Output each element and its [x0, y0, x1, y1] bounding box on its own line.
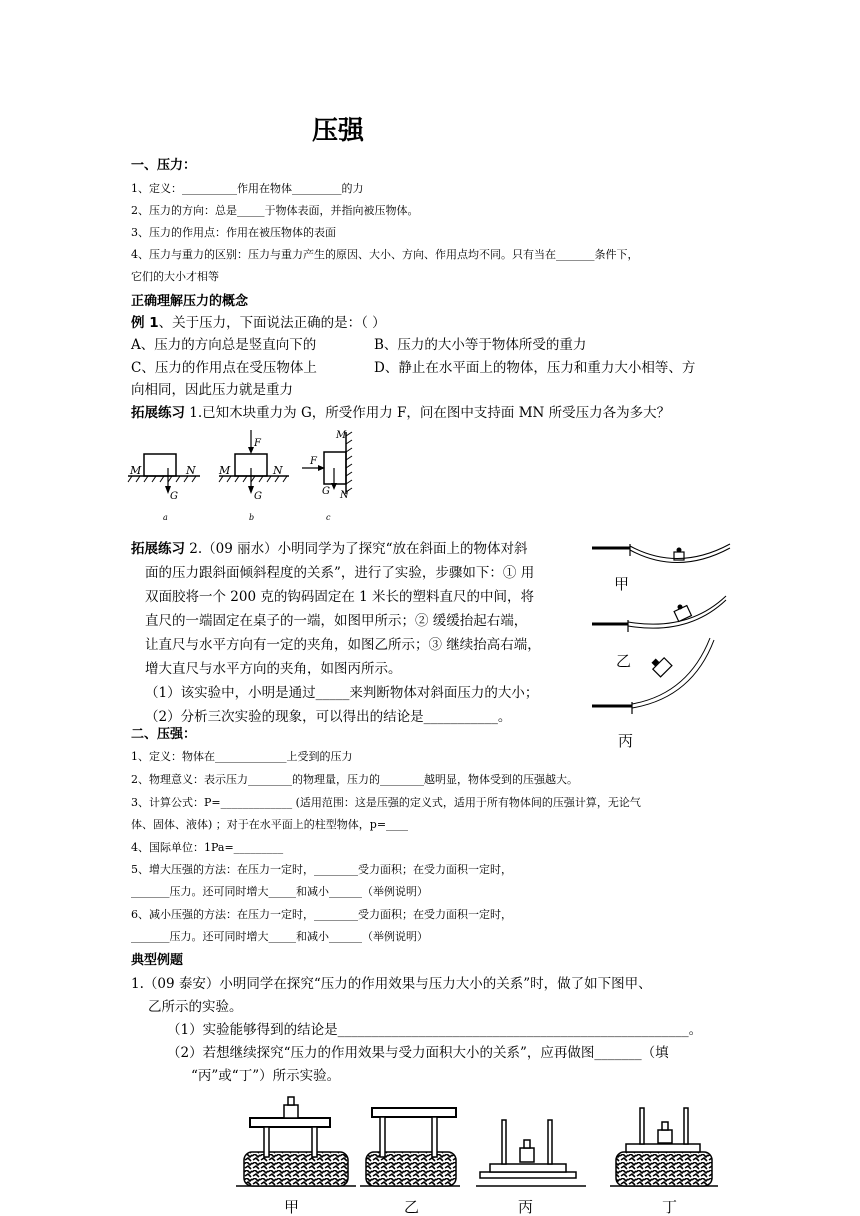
label-N: N	[273, 464, 283, 477]
section2-item: 4、国际单位：1Pa=_________	[131, 841, 284, 854]
figure-b	[213, 428, 303, 528]
section2-item: 体、固体、液体) ；对于在水平面上的柱型物体，p=____	[131, 818, 409, 831]
section2-item: 1、定义：物体在_____________上受到的压力	[131, 750, 353, 763]
ext2-line: 让直尺与水平方向有一定的夹角，如图乙所示；③ 继续抬高右端，	[145, 637, 541, 653]
fig-yi	[360, 1108, 460, 1216]
label-M: M	[219, 464, 231, 477]
ext1-question	[131, 401, 670, 421]
typical-line: （2）若想继续探究“压力的作用效果与受力面积大小的关系”，应再做图_______（填	[167, 1045, 669, 1061]
section2-item: _______压力。还可同时增大_____和减小______（举例说明）	[131, 885, 428, 898]
section2-item: 5、增大压强的方法：在压力一定时，________受力面积；在受力面积一定时，	[131, 863, 512, 876]
label-F: F	[254, 438, 261, 449]
fig-label-bing: 丙	[518, 1198, 534, 1216]
section1-item: 1、定义：__________作用在物体_________的力	[131, 182, 364, 195]
label-N: N	[186, 464, 196, 477]
ext2-line: 增大直尺与水平方向的夹角，如图丙所示。	[145, 661, 402, 677]
option-d-cont: 向相同，因此压力就是重力	[131, 382, 293, 398]
typical-heading: 典型例题	[131, 953, 184, 968]
section1-item: 3、压力的作用点：作用在被压物体的表面	[131, 226, 336, 239]
ext2-line: （2）分析三次实验的现象，可以得出的结论是___________。	[145, 709, 512, 725]
ext2-label: 拓展练习	[131, 541, 185, 557]
fig-label-jia: 甲	[614, 575, 630, 593]
example-label: 例 1	[131, 315, 159, 331]
ext1-label: 拓展练习	[131, 405, 185, 421]
label-G: G	[170, 491, 178, 502]
fig-label-jia: 甲	[284, 1198, 300, 1216]
fig-label-yi: 乙	[616, 652, 632, 670]
caption-a: a	[163, 513, 168, 522]
ext2-line: （1）该实验中，小明是通过_____来判断物体对斜面压力的大小；	[145, 685, 539, 701]
label-G: G	[254, 491, 262, 502]
section2-item: _______压力。还可同时增大_____和减小______（举例说明）	[131, 930, 428, 943]
fig-bing	[476, 1120, 586, 1216]
section2-item: 3、计算公式：P=_____________ (适用范围：这是压强的定义式，适用于所有物体间的压强计算，无论气	[131, 796, 641, 809]
section1-item: 2、压力的方向：总是_____于物体表面，并指向被压物体。	[131, 204, 419, 217]
example-1	[131, 311, 386, 331]
typical-line: （1）实验能够得到的结论是____________________________________________________。	[167, 1022, 703, 1038]
ext2-text: 2.（09 丽水）小明同学为了探究“放在斜面上的物体对斜	[185, 541, 528, 557]
section2-item: 6、减小压强的方法：在压力一定时，________受力面积；在受力面积一定时，	[131, 908, 512, 921]
caption-b: b	[249, 513, 255, 522]
label-M: M	[130, 464, 142, 477]
section1-item: 4、压力与重力的区别：压力与重力产生的原因、大小、方向、作用点均不同。只有当在_______条件下，	[131, 248, 639, 261]
label-F: F	[310, 456, 317, 467]
section1-item: 它们的大小才相等	[131, 270, 219, 283]
fig-label-bing: 丙	[618, 732, 634, 750]
typical-line: 1.（09 泰安）小明同学在探究“压力的作用效果与压力大小的关系”时，做了如下图甲、	[131, 976, 652, 992]
option-c: C、压力的作用点在受压物体上	[131, 360, 317, 376]
slope-figures	[588, 534, 738, 754]
sponge-figures	[236, 1090, 726, 1216]
option-b: B、压力的大小等于物体所受的重力	[374, 337, 587, 353]
ext2-line: 面的压力跟斜面倾斜程度的关系”，进行了实验，步骤如下：① 用	[145, 565, 535, 581]
section1-heading: 一、压力：	[131, 158, 197, 173]
label-M: M	[336, 430, 347, 441]
caption-c: c	[326, 513, 331, 522]
typical-line: 乙所示的实验。	[148, 999, 243, 1015]
option-a: A、压力的方向总是竖直向下的	[131, 337, 317, 353]
page-title: 压强	[312, 116, 365, 146]
fig-ding	[610, 1108, 718, 1216]
fig-label-ding: 丁	[662, 1198, 678, 1216]
section2-heading: 二、压强：	[131, 727, 197, 742]
ext2-line: 直尺的一端固定在桌子的一端，如图甲所示；② 缓缓抬起右端，	[145, 613, 528, 629]
section2-item: 2、物理意义：表示压力________的物理量，压力的________越明显，物体受到的压强越大。	[131, 773, 578, 786]
fig-jia	[236, 1097, 356, 1216]
ext1-text: 1.已知木块重力为 G，所受作用力 F，问在图中支持面 MN 所受压力各为多大？	[185, 405, 671, 421]
option-d: D、静止在水平面上的物体，压力和重力大小相等、方	[374, 360, 696, 376]
label-G: G	[322, 486, 330, 497]
figure-c	[298, 424, 378, 524]
typical-line: “丙”或“丁”）所示实验。	[191, 1068, 341, 1084]
figure-a	[128, 428, 218, 528]
ext2-line	[131, 537, 528, 557]
concept-heading: 正确理解压力的概念	[131, 294, 249, 309]
example-text: 、关于压力，下面说法正确的是：（ ）	[158, 315, 386, 331]
fig-label-yi: 乙	[404, 1198, 420, 1216]
ext2-line: 双面胶将一个 200 克的钩码固定在 1 米长的塑料直尺的中间，将	[145, 589, 535, 605]
label-N: N	[340, 490, 349, 501]
